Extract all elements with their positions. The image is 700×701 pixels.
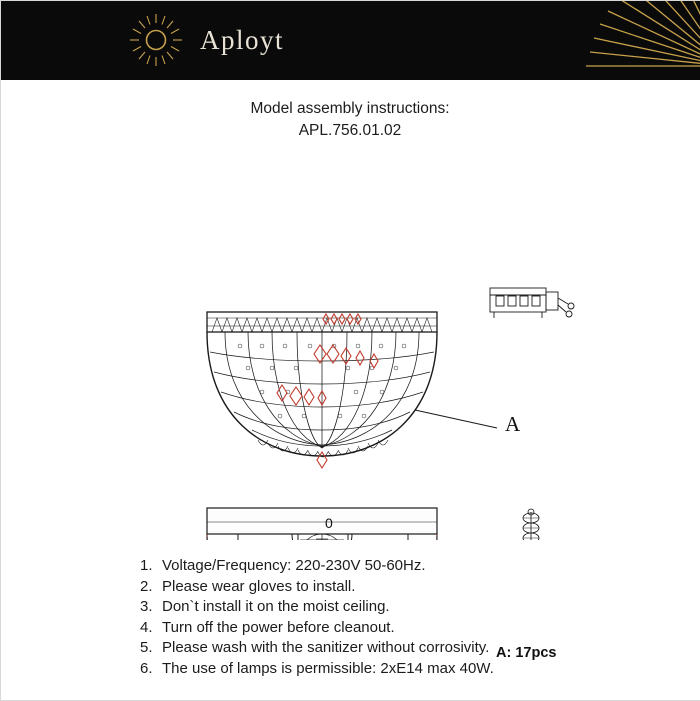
callout-label-a: A (505, 412, 521, 436)
list-item-number: 4. (140, 618, 153, 636)
list-item-text: The use of lamps is permissible: 2xE14 max 40W. (162, 659, 494, 677)
list-item-number: 6. (140, 659, 153, 677)
crystal-wall-lamp-front-view (207, 312, 437, 457)
list-item (140, 577, 660, 598)
list-item-number: 3. (140, 598, 153, 615)
list-item (140, 659, 660, 680)
title-line-1: Model assembly instructions: (250, 100, 450, 117)
page-header (0, 0, 700, 80)
list-item-text: Please wear gloves to install. (162, 577, 356, 595)
list-item-text: Turn off the power before cleanout. (162, 618, 395, 636)
brand-block (130, 0, 284, 80)
dimension-label-zero: 0 (325, 515, 333, 531)
instructions-list (140, 556, 660, 679)
list-item-text: Don`t install it on the moist ceiling. (162, 598, 390, 615)
crystal-wall-lamp-side-view (207, 508, 437, 540)
list-item-number: 1. (140, 557, 153, 574)
list-item (140, 638, 660, 659)
list-item (140, 556, 660, 577)
title-line-2: APL.756.01.02 (298, 122, 402, 139)
parts-count-label: A: 17pcs (496, 645, 557, 661)
crystal-strand-icon (523, 509, 539, 540)
sunburst-rays-icon (490, 0, 700, 80)
list-item-text: Please wash with the sanitizer without corrosivity. (162, 639, 490, 656)
list-item-text: Voltage/Frequency: 220-230V 50-60Hz. (162, 557, 426, 574)
brand-name: Aployt (200, 24, 285, 55)
list-item (140, 597, 660, 618)
page-title (0, 100, 700, 140)
list-item (140, 618, 660, 639)
leader-line-a (415, 410, 497, 428)
list-item-number: 5. (140, 639, 153, 656)
mounting-bracket-icon (490, 288, 574, 318)
list-item-number: 2. (140, 577, 153, 595)
